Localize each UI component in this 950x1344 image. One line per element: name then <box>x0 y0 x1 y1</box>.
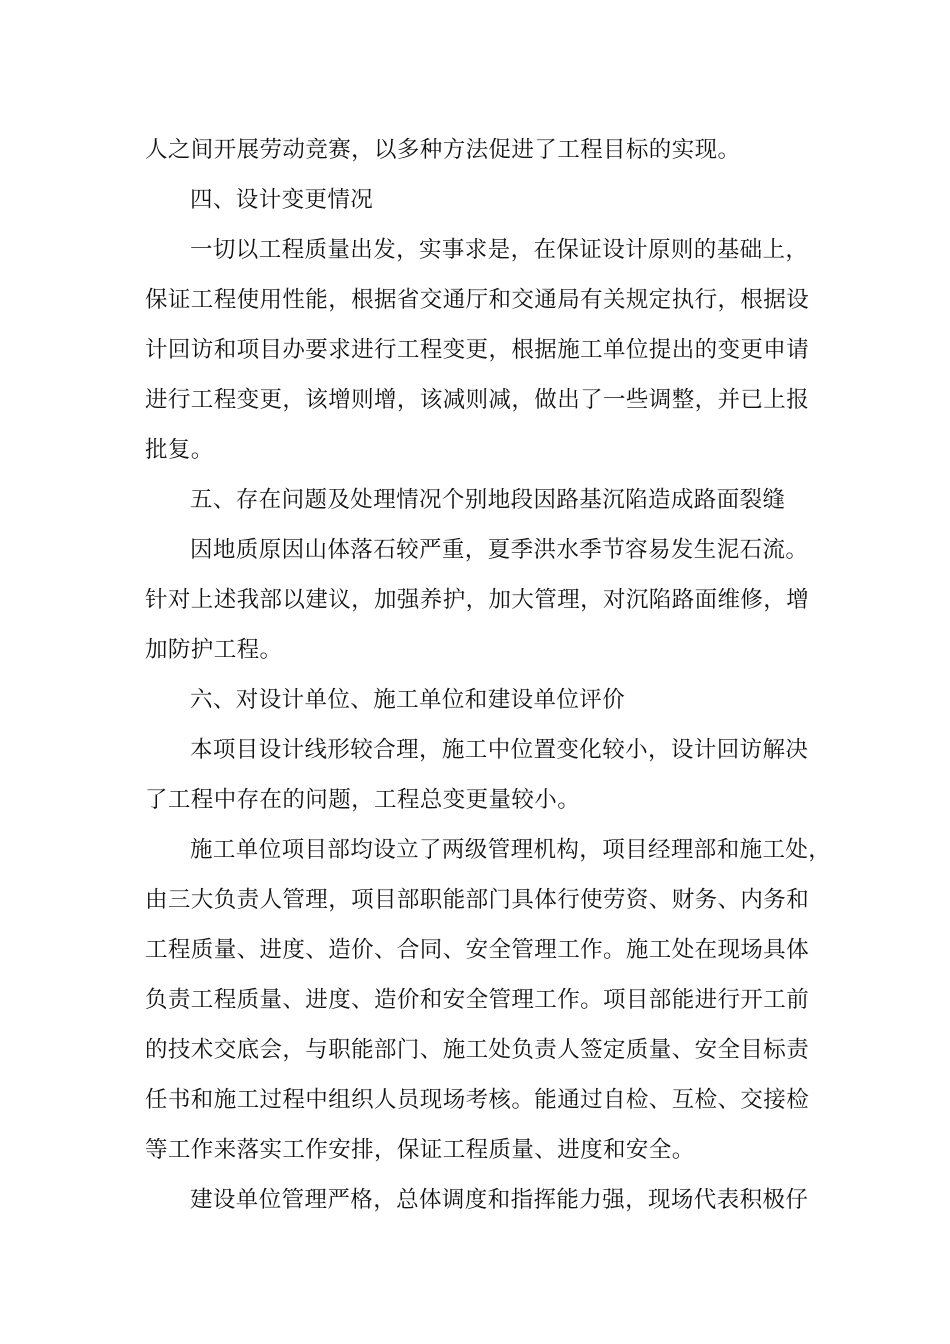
text-line: 人之间开展劳动竞赛，以多种方法促进了工程目标的实现。 <box>145 137 741 163</box>
text-line: 计回访和项目办要求进行工程变更，根据施工单位提出的变更申请 <box>145 337 810 363</box>
text-line: 一切以工程质量出发，实事求是，在保证设计原则的基础上， <box>190 237 809 263</box>
text-line: 负责工程质量、进度、造价和安全管理工作。项目部能进行开工前 <box>145 987 810 1013</box>
text-line: 的技术交底会，与职能部门、施工处负责人签定质量、安全目标责 <box>145 1037 810 1063</box>
section-heading: 四、设计变更情况 <box>190 187 374 213</box>
text-line: 批复。 <box>145 437 214 463</box>
text-line: 任书和施工过程中组织人员现场考核。能通过自检、互检、交接检 <box>145 1087 810 1113</box>
text-line: 由三大负责人管理，项目部职能部门具体行使劳资、财务、内务和 <box>145 887 810 913</box>
section-heading: 六、对设计单位、施工单位和建设单位评价 <box>190 687 626 713</box>
text-line: 针对上述我部以建议，加强养护，加大管理，对沉陷路面维修，增 <box>145 587 810 613</box>
text-line: 本项目设计线形较合理，施工中位置变化较小，设计回访解决 <box>190 737 809 763</box>
text-line: 保证工程使用性能，根据省交通厅和交通局有关规定执行，根据设 <box>145 287 810 313</box>
text-line: 了工程中存在的问题，工程总变更量较小。 <box>145 787 581 813</box>
text-line: 加防护工程。 <box>145 637 283 663</box>
text-line: 等工作来落实工作安排，保证工程质量、进度和安全。 <box>145 1137 695 1163</box>
text-line: 建设单位管理严格，总体调度和指挥能力强，现场代表积极仔 <box>190 1187 809 1213</box>
text-line: 工程质量、进度、造价、合同、安全管理工作。施工处在现场具体 <box>145 937 810 963</box>
text-line: 施工单位项目部均设立了两级管理机构，项目经理部和施工处， <box>190 837 832 863</box>
section-heading: 五、存在问题及处理情况个别地段因路基沉陷造成路面裂缝 <box>190 487 786 513</box>
text-line: 进行工程变更，该增则增，该减则减，做出了一些调整，并已上报 <box>145 387 810 413</box>
text-line: 因地质原因山体落石较严重，夏季洪水季节容易发生泥石流。 <box>190 537 809 563</box>
